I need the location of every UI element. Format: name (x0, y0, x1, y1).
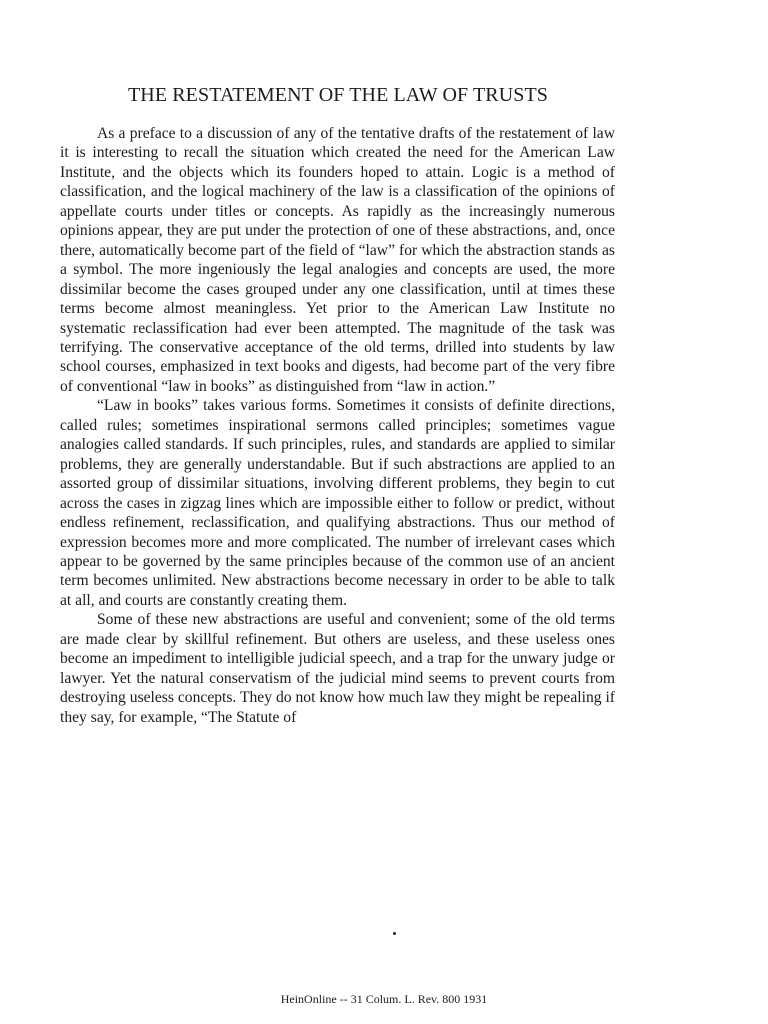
footer-citation: HeinOnline -- 31 Colum. L. Rev. 800 1931 (280, 992, 488, 1006)
body-paragraph: As a preface to a discussion of any of the tentative drafts of the restatement of law it is interesting to recall the situation which created the need for the American Law Institute, and the objects which its founders hoped to attain. Logic is a method of classification, and the logical machinery of the law is a classification of the opinions of appellate courts under titles or concepts. As rapidly as the increasingly numerous opinions appear, they are put under the protection of one of these abstractions, and, once there, automatically become part of the field of “law” for which the abstraction stands as a symbol. The more ingeniously the legal analogies and concepts are used, the more dissimilar become the cases grouped under any one classification, until at times these terms become almost meaningless. Yet prior to the American Law Institute no systematic reclassification had ever been attempted. The magnitude of the task was terrifying. The conservative acceptance of the old terms, drilled into students by law school courses, emphasized in text books and digests, had become part of the very fibre of conventional “law in books” as distinguished from “law in action.” (60, 125, 615, 395)
article-title: THE RESTATEMENT OF THE LAW OF TRUSTS (127, 84, 549, 106)
article-body (60, 124, 615, 727)
body-paragraph: “Law in books” takes various forms. Sometimes it consists of definite directions, called rules; sometimes inspirational sermons called principles; sometimes vague analogies called standards. If such principles, rules, and standards are applied to similar problems, they are generally understandable. But if such abstractions are applied to an assorted group of dissimilar situations, involving different problems, they begin to cut across the cases in zigzag lines which are impossible either to follow or predict, without endless refinement, reclassification, and qualifying abstractions. Thus our method of expression becomes more and more complicated. The number of irrelevant cases which appear to be governed by the same principles because of the common use of an ancient term becomes unlimited. New abstractions become necessary in order to be able to talk at all, and courts are constantly creating them. (60, 397, 615, 609)
body-paragraph: Some of these new abstractions are useful and convenient; some of the old terms are made clear by skillful refinement. But others are useless, and these useless ones become an impediment to intelligible judicial speech, and a trap for the unwary judge or lawyer. Yet the natural conservatism of the judicial mind seems to prevent courts from destroying useless concepts. They do not know how much law they might be repealing if they say, for example, “The Statute of (60, 611, 615, 726)
page-mark (393, 932, 396, 935)
